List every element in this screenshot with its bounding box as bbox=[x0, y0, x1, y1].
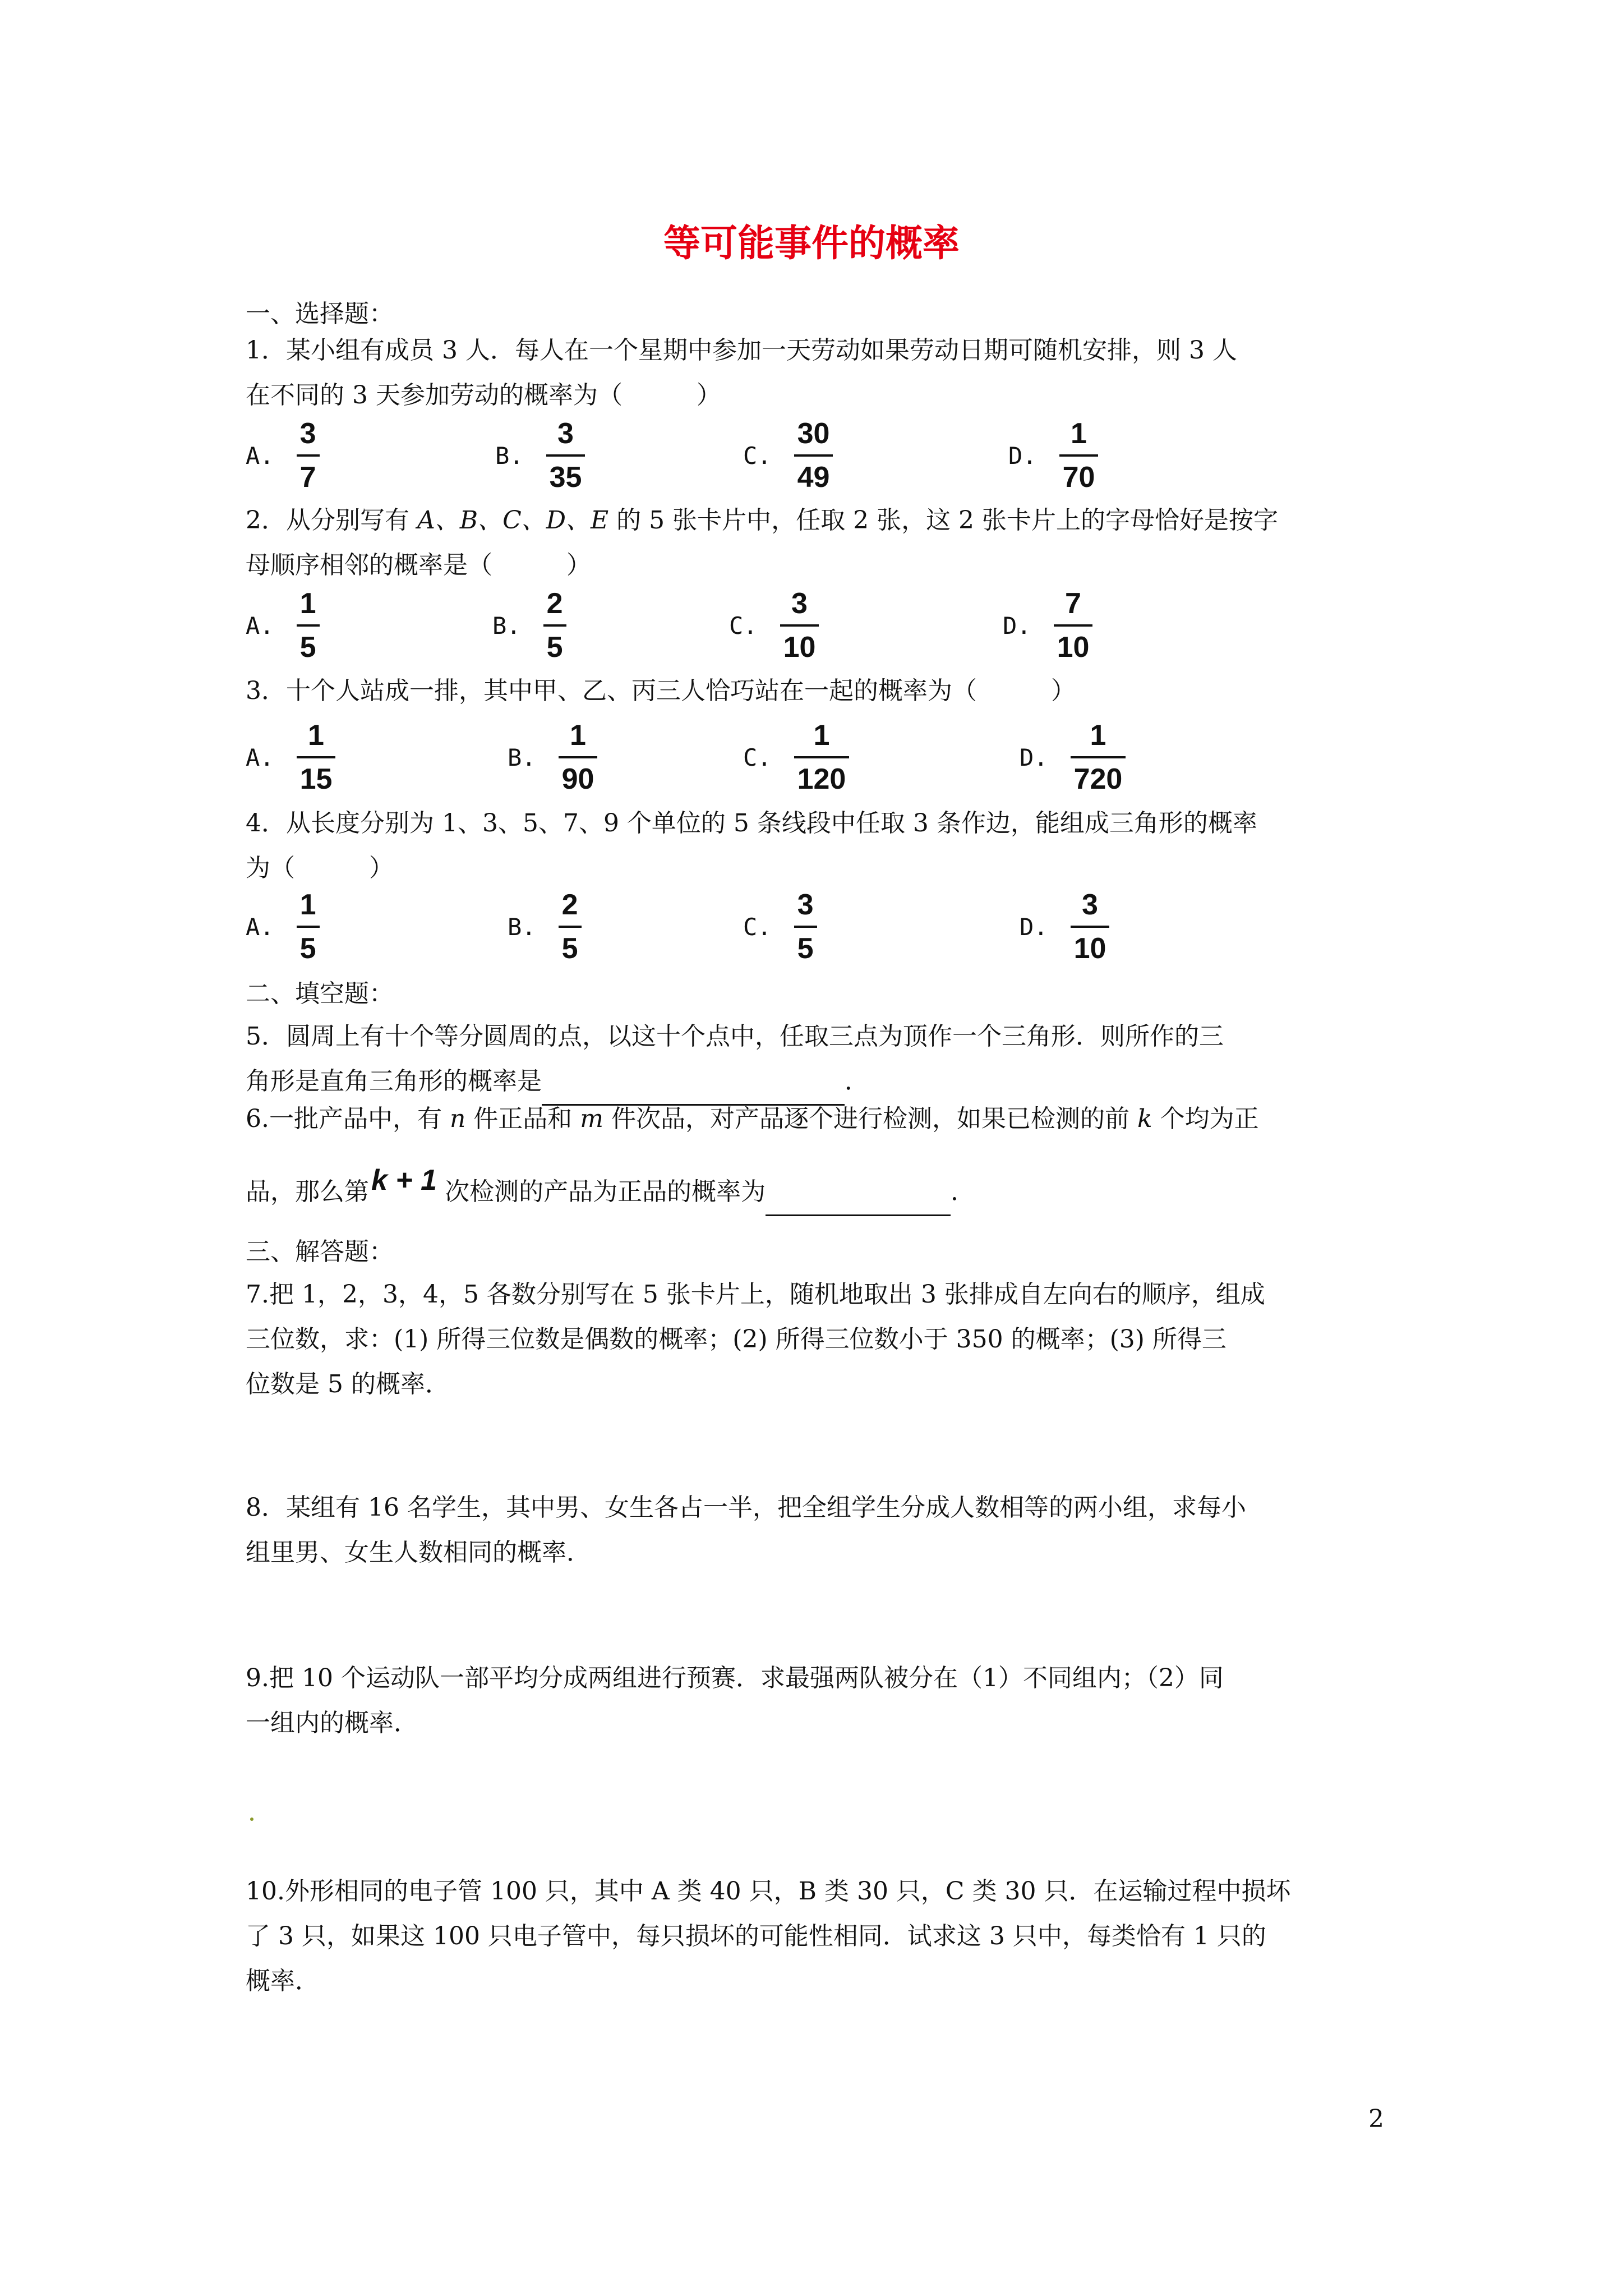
option-b bbox=[492, 581, 566, 670]
fraction bbox=[559, 718, 598, 797]
question-5 bbox=[246, 1014, 1390, 1106]
denominator: 5 bbox=[543, 624, 566, 665]
option-label: A. bbox=[246, 743, 274, 771]
denominator: 5 bbox=[297, 926, 320, 966]
option-label: D. bbox=[1020, 743, 1048, 771]
section-heading-text: 二、填空题： bbox=[246, 979, 394, 1008]
question-3-options bbox=[246, 712, 1390, 802]
section-heading-fill bbox=[246, 972, 1390, 1016]
option-c bbox=[729, 581, 819, 670]
denominator: 10 bbox=[1054, 624, 1093, 665]
fraction bbox=[794, 887, 817, 966]
question-text-line: 3．十个人站成一排，其中甲、乙、丙三人恰巧站在一起的概率为（ ） bbox=[246, 677, 1076, 705]
numerator: 1 bbox=[570, 719, 586, 752]
fraction bbox=[546, 416, 585, 495]
answer-blank[interactable] bbox=[766, 1170, 951, 1216]
option-a bbox=[246, 411, 320, 500]
fraction bbox=[1059, 416, 1099, 495]
question-text: 件次品，对产品逐个进行检测，如果已检测的前 bbox=[603, 1105, 1138, 1133]
numerator: 3 bbox=[299, 417, 316, 450]
question-2-options bbox=[246, 581, 1390, 670]
denominator: 5 bbox=[794, 926, 817, 966]
question-text-line: 在不同的 3 天参加劳动的概率为（ ） bbox=[246, 381, 721, 409]
question-text: 6.一批产品中，有 bbox=[246, 1105, 450, 1133]
variable-n: n bbox=[449, 1105, 466, 1133]
fraction bbox=[1054, 586, 1093, 665]
option-b bbox=[508, 882, 582, 972]
option-label: D. bbox=[1020, 913, 1048, 941]
numerator: 3 bbox=[797, 889, 814, 921]
numerator: 2 bbox=[561, 889, 578, 921]
denominator: 90 bbox=[559, 756, 598, 797]
section-heading-text: 一、选择题： bbox=[246, 300, 394, 328]
numerator: 1 bbox=[299, 889, 316, 921]
option-label: D. bbox=[1003, 611, 1031, 639]
option-c bbox=[743, 882, 817, 972]
question-1 bbox=[246, 328, 1390, 418]
denominator: 120 bbox=[794, 756, 850, 797]
option-label: C. bbox=[743, 913, 772, 941]
denominator: 70 bbox=[1059, 454, 1099, 495]
option-label: B. bbox=[508, 913, 536, 941]
question-text-line bbox=[246, 1097, 1390, 1142]
question-text-line: 位数是 5 的概率． bbox=[246, 1370, 450, 1398]
denominator: 10 bbox=[1071, 926, 1110, 966]
question-text-line: 母顺序相邻的概率是（ ） bbox=[246, 551, 591, 579]
question-text: 个均为正 bbox=[1152, 1105, 1259, 1133]
option-label: B. bbox=[508, 743, 536, 771]
question-text: 次检测的产品为正品的概率为 bbox=[445, 1177, 766, 1206]
question-text: 角形是直角三角形的概率是 bbox=[246, 1067, 542, 1096]
denominator: 5 bbox=[559, 926, 582, 966]
question-1-options bbox=[246, 411, 1390, 500]
numerator: 7 bbox=[1065, 587, 1081, 620]
question-text-line: 概率． bbox=[246, 1967, 320, 1995]
numerator: 2 bbox=[546, 587, 563, 620]
option-a bbox=[246, 581, 320, 670]
question-text-line: 4．从长度分别为 1、3、5、7、9 个单位的 5 条线段中任取 3 条作边，能组成三角形的概率 bbox=[246, 809, 1257, 838]
question-text: 件正品和 bbox=[465, 1105, 580, 1133]
question-7 bbox=[246, 1272, 1390, 1407]
numerator: 3 bbox=[791, 587, 808, 620]
question-text-line: 8．某组有 16 名学生，其中男、女生各占一半，把全组学生分成人数相等的两小组，求每小 bbox=[246, 1493, 1246, 1522]
denominator: 49 bbox=[794, 454, 833, 495]
numerator: 30 bbox=[797, 417, 830, 450]
question-text-line: 一组内的概率． bbox=[246, 1709, 418, 1737]
numerator: 1 bbox=[813, 719, 830, 752]
section-heading-answer bbox=[246, 1230, 1390, 1274]
fraction bbox=[297, 718, 336, 797]
question-6 bbox=[246, 1097, 1390, 1142]
question-3 bbox=[246, 669, 1390, 714]
fraction bbox=[297, 887, 320, 966]
option-b bbox=[508, 712, 597, 802]
fraction bbox=[559, 887, 582, 966]
question-text: 的 5 张卡片中，任取 2 张，这 2 张卡片上的字母恰好是按字 bbox=[608, 506, 1279, 535]
page-number: 2 bbox=[1368, 2105, 1384, 2133]
question-text-line: 5．圆周上有十个等分圆周的点，以这十个点中，任取三点为顶作一个三角形．则所作的三 bbox=[246, 1022, 1224, 1051]
page-title: 等可能事件的概率 bbox=[663, 222, 960, 265]
question-text-line: 了 3 只，如果这 100 只电子管中，每只损坏的可能性相同．试求这 3 只中，每类恰有 1 只的 bbox=[246, 1922, 1266, 1950]
numerator: 1 bbox=[299, 587, 316, 620]
denominator: 10 bbox=[780, 624, 819, 665]
option-d bbox=[1008, 411, 1098, 500]
denominator: 15 bbox=[297, 756, 336, 797]
option-label: A. bbox=[246, 913, 274, 941]
option-a bbox=[246, 712, 335, 802]
option-c bbox=[743, 411, 833, 500]
option-d bbox=[1020, 712, 1126, 802]
denominator: 35 bbox=[546, 454, 585, 495]
question-text-line: 三位数，求：(1) 所得三位数是偶数的概率；(2) 所得三位数小于 350 的概率；(3) 所得三 bbox=[246, 1325, 1227, 1354]
question-text-line: 10.外形相同的电子管 100 只，其中 A 类 40 只，B 类 30 只，C 类 30 只．在运输过程中损坏 bbox=[246, 1877, 1291, 1906]
section-heading-text: 三、解答题： bbox=[246, 1237, 394, 1266]
option-label: C. bbox=[743, 441, 772, 470]
option-label: A. bbox=[246, 611, 274, 639]
fraction bbox=[543, 586, 566, 665]
option-label: B. bbox=[492, 611, 521, 639]
fraction bbox=[1071, 718, 1126, 797]
question-text-line bbox=[246, 498, 1390, 543]
question-text-line: 1．某小组有成员 3 人．每人在一个星期中参加一天劳动如果劳动日期可随机安排，则 3 人 bbox=[246, 336, 1237, 365]
question-10 bbox=[246, 1869, 1390, 2004]
question-6-continued bbox=[246, 1164, 1390, 1216]
numerator: 1 bbox=[1090, 719, 1106, 752]
math-expression: k + 1 bbox=[371, 1164, 437, 1197]
option-d bbox=[1020, 882, 1109, 972]
option-label: A. bbox=[246, 441, 274, 470]
stray-dot bbox=[250, 1818, 253, 1821]
option-d bbox=[1003, 581, 1092, 670]
numerator: 3 bbox=[1082, 889, 1098, 921]
fraction bbox=[1071, 887, 1110, 966]
question-text: ． bbox=[845, 1067, 869, 1096]
variable-k: k bbox=[1137, 1105, 1152, 1133]
numerator: 3 bbox=[557, 417, 574, 450]
option-label: C. bbox=[729, 611, 758, 639]
question-4 bbox=[246, 801, 1390, 891]
option-b bbox=[495, 411, 585, 500]
question-text: 2．从分别写有 bbox=[246, 506, 417, 535]
option-c bbox=[743, 712, 849, 802]
variable-m: m bbox=[580, 1105, 604, 1133]
fraction bbox=[297, 416, 320, 495]
option-a bbox=[246, 882, 320, 972]
numerator: 1 bbox=[308, 719, 324, 752]
fraction bbox=[780, 586, 819, 665]
denominator: 7 bbox=[297, 454, 320, 495]
question-text-line: 7.把 1，2，3，4，5 各数分别写在 5 张卡片上，随机地取出 3 张排成自左向右的顺序，组成 bbox=[246, 1280, 1265, 1309]
option-label: D. bbox=[1008, 441, 1037, 470]
question-2 bbox=[246, 498, 1390, 588]
letter-list: A、B、C、D、E bbox=[417, 506, 609, 535]
question-text-line: 组里男、女生人数相同的概率． bbox=[246, 1538, 591, 1567]
fraction bbox=[794, 718, 850, 797]
question-text-line: 为（ ） bbox=[246, 854, 394, 882]
question-8 bbox=[246, 1485, 1390, 1575]
question-4-options bbox=[246, 882, 1390, 972]
numerator: 1 bbox=[1071, 417, 1087, 450]
question-text: ． bbox=[951, 1177, 976, 1206]
option-label: C. bbox=[743, 743, 772, 771]
fraction bbox=[297, 586, 320, 665]
denominator: 720 bbox=[1071, 756, 1126, 797]
question-text-line: 9.把 10 个运动队一部平均分成两组进行预赛．求最强两队被分在（1）不同组内；（2）同 bbox=[246, 1664, 1224, 1692]
question-text: 品，那么第 bbox=[246, 1177, 369, 1206]
option-label: B. bbox=[495, 441, 524, 470]
question-text-line bbox=[246, 1164, 1390, 1216]
fraction bbox=[794, 416, 833, 495]
denominator: 5 bbox=[297, 624, 320, 665]
question-9 bbox=[246, 1656, 1390, 1746]
